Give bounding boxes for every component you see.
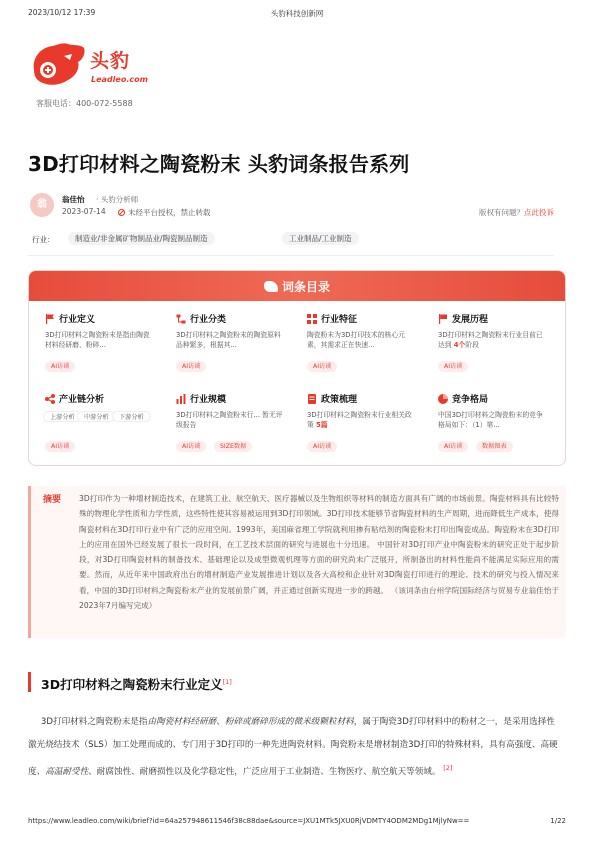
no-repost-notice bbox=[118, 207, 211, 218]
catalog-item-title: 行业分类 bbox=[190, 315, 227, 325]
leadleo-logo[interactable] bbox=[28, 38, 148, 96]
section-body bbox=[28, 711, 560, 784]
catalog-item-title: 行业特征 bbox=[321, 315, 358, 325]
page-title: 3D打印材料之陶瓷粉末 头豹词条报告系列 bbox=[28, 152, 410, 176]
catalog-item-title: 行业规模 bbox=[190, 395, 227, 405]
ban-icon bbox=[118, 209, 125, 216]
catalog-item-competition[interactable] bbox=[422, 383, 552, 463]
flag-icon bbox=[45, 314, 55, 324]
page-number: 1/22 bbox=[550, 817, 566, 825]
chain-icon bbox=[45, 394, 55, 404]
ai-interview-button[interactable]: AI访谈 bbox=[45, 361, 75, 372]
print-datetime: 2023/10/12 17:39 bbox=[28, 8, 96, 17]
desc-text: 3D打印材料之陶瓷粉末行业目前已达到 bbox=[438, 331, 543, 349]
leopard-head-icon bbox=[28, 40, 88, 90]
ai-interview-button[interactable]: AI访谈 bbox=[176, 361, 206, 372]
leopard-icon bbox=[264, 281, 278, 292]
tree-icon bbox=[176, 314, 186, 324]
print-site-name: 头豹科技创新网 bbox=[270, 9, 324, 18]
print-footer bbox=[18, 817, 576, 829]
catalog-item-title: 行业定义 bbox=[59, 315, 96, 325]
ai-interview-button[interactable]: AI访谈 bbox=[176, 441, 206, 452]
catalog-item-policy[interactable] bbox=[291, 383, 421, 463]
catalog-item-history[interactable] bbox=[422, 303, 552, 383]
catalog-item-desc: 3D打印材料之陶瓷粉末是指由陶瓷材料经研磨、粉碎... bbox=[45, 331, 150, 349]
print-header bbox=[18, 8, 576, 22]
page-url: https://www.leadleo.com/wiki/brief?id=64a257948611546f38c88dae&source=JXU1MTk5JXU0RjVDMTY4ODM2MDg1MjlyNw== bbox=[28, 817, 470, 825]
ai-interview-button[interactable]: AI访谈 bbox=[438, 361, 468, 372]
abstract-box bbox=[28, 486, 566, 638]
catalog-item-scale[interactable] bbox=[160, 383, 290, 463]
catalog-item-title: 政策梳理 bbox=[321, 395, 358, 405]
ai-interview-button[interactable]: AI访谈 bbox=[307, 441, 337, 452]
pie-chart-icon bbox=[438, 394, 448, 404]
grid-icon bbox=[307, 314, 317, 324]
divider bbox=[28, 255, 554, 256]
ai-interview-button[interactable]: AI访谈 bbox=[45, 441, 75, 452]
upstream-tag[interactable]: 上游分析 bbox=[43, 411, 82, 422]
catalog-item-desc: 中国3D打印材料之陶瓷粉末的竞争格局如下：（1）第... bbox=[438, 411, 543, 429]
author-role: · 头豹分析师 bbox=[96, 195, 139, 204]
catalog-title-text: 词条目录 bbox=[281, 280, 330, 294]
body-highlight: 由陶瓷材料经研磨、粉碎或磨碎形成的微米级颗粒材料 bbox=[147, 717, 354, 727]
data-chart-button[interactable]: 数据图表 bbox=[476, 441, 513, 452]
midstream-tag[interactable]: 中游分析 bbox=[77, 411, 116, 422]
brand-name-cn: 头豹 bbox=[90, 50, 131, 72]
section-title bbox=[28, 672, 232, 692]
publish-date: 2023-07-14 bbox=[62, 207, 106, 216]
body-text: ，属于陶瓷3D打印材料中的粉材之一，是采用选择性激光烧结技术（SLS）加工处理而成的、专门用于3D打印的一种先进陶瓷材料。陶瓷粉末是增材制造3D打印的特殊材料，具有高强度、高硬度、 bbox=[28, 717, 558, 777]
catalog-item-title: 产业链分析 bbox=[59, 395, 105, 405]
industry-label: 行业： bbox=[32, 235, 55, 244]
catalog-item-industry-chain[interactable] bbox=[29, 383, 159, 463]
catalog-item-desc bbox=[438, 330, 546, 350]
customer-service-hotline: 客服电话：400-072-5588 bbox=[36, 99, 133, 108]
section-title-text: 3D打印材料之陶瓷粉末行业定义 bbox=[41, 677, 223, 693]
abstract-text: 3D打印作为一种增材制造技术，在建筑工业、航空航天、医疗器械以及生物组织等材料的制造方面具有广阔的市场前景。陶瓷材料具有比较特殊的物理化学性质和力学性质，这些特性使其容易被运用到3D打印领域。3D打印技术能够节省陶瓷材料的生产周期，进而降低生产成本，使得陶瓷材料在3D打印行业中有广泛的应用空间。1993年，美国麻省理工学院就利用掺有粘结剂的陶瓷粉末打印出陶瓷成品。陶瓷粉末在3D打印上的应用在国外已经发展了很长一段时间，在工艺技术层面的研究与进展也十分迅速。 中国针对3D打印产业中陶瓷粉末的研究正处于起步阶段，对3D打印陶瓷材料的制备技术、基础理论以及成型微观机理等方面的研究尚未广泛展开，所制备出的材料性能尚不能满足实际应用的需要。然而，从近年来中国政府出台的增材制造产业发展推进计划以及各大高校和企业针对3D陶瓷打印进行的理论、技术的研究与投入情况来看，中国的3D打印材料之陶瓷粉末产业的发展前景广阔，并正通过创新实现进一步的跨越。 （该词条由台州学院国际经济与贸易专业翁佳怡于2023年7月编写完成） bbox=[79, 494, 559, 611]
size-data-button[interactable]: SIZE数据 bbox=[214, 441, 252, 452]
catalog-item-features[interactable] bbox=[291, 303, 421, 383]
policy-count: 5篇 bbox=[315, 421, 328, 429]
author-name[interactable]: 翁佳怡 bbox=[62, 195, 85, 204]
desc-text: 3D打印材料之陶瓷粉末行业相关政策 bbox=[307, 411, 412, 429]
copyright-notice bbox=[479, 207, 554, 218]
document-icon bbox=[307, 394, 317, 404]
no-repost-text: 未经平台授权，禁止转载 bbox=[128, 208, 211, 217]
catalog-panel bbox=[28, 270, 566, 466]
catalog-title bbox=[29, 278, 565, 295]
body-highlight: 高温耐受性 bbox=[45, 766, 89, 777]
author-avatar[interactable]: 翁 bbox=[30, 193, 54, 217]
citation-ref[interactable]: [1] bbox=[222, 678, 232, 686]
industry-tag[interactable]: 制造业/非金属矿物制品业/陶瓷制品制造 bbox=[68, 232, 215, 245]
downstream-tag[interactable]: 下游分析 bbox=[112, 411, 151, 422]
copyright-question: 版权有问题？ bbox=[479, 208, 524, 217]
bar-chart-icon bbox=[176, 394, 186, 404]
abstract-label: 摘要 bbox=[43, 495, 62, 505]
catalog-item-desc: 3D打印材料之陶瓷粉末的陶瓷原料品种繁多，根据其... bbox=[176, 331, 281, 349]
catalog-item-desc bbox=[307, 410, 415, 430]
catalog-item-title: 竞争格局 bbox=[452, 395, 489, 405]
catalog-item-classification[interactable] bbox=[160, 303, 290, 383]
body-text: 、耐腐蚀性、耐磨损性以及化学稳定性，广泛应用于工业制造、生物医疗、航空航天等领域。 bbox=[88, 766, 441, 777]
catalog-header bbox=[29, 271, 565, 301]
desc-text: 阶段 bbox=[465, 341, 479, 349]
ai-interview-button[interactable]: AI访谈 bbox=[438, 441, 468, 452]
flag-icon bbox=[438, 314, 448, 324]
ai-interview-button[interactable]: AI访谈 bbox=[307, 361, 337, 372]
catalog-item-desc: 陶瓷粉末为3D打印技术的核心元素，其需求正在快速... bbox=[307, 331, 405, 349]
stage-count: 4个 bbox=[453, 341, 466, 349]
catalog-item-definition[interactable] bbox=[29, 303, 159, 383]
citation-ref[interactable]: [2] bbox=[443, 764, 453, 772]
body-text: 3D打印材料之陶瓷粉末是指 bbox=[40, 717, 148, 727]
industry-tag[interactable]: 工业制品/工业制造 bbox=[282, 232, 359, 245]
catalog-item-desc: 3D打印材料之陶瓷粉末行... 暂无评级报告 bbox=[176, 411, 283, 429]
brand-name-en: Leadleo.com bbox=[91, 75, 148, 84]
catalog-item-title: 发展历程 bbox=[452, 315, 489, 325]
complaint-link[interactable]: 点此投诉 bbox=[524, 208, 554, 217]
